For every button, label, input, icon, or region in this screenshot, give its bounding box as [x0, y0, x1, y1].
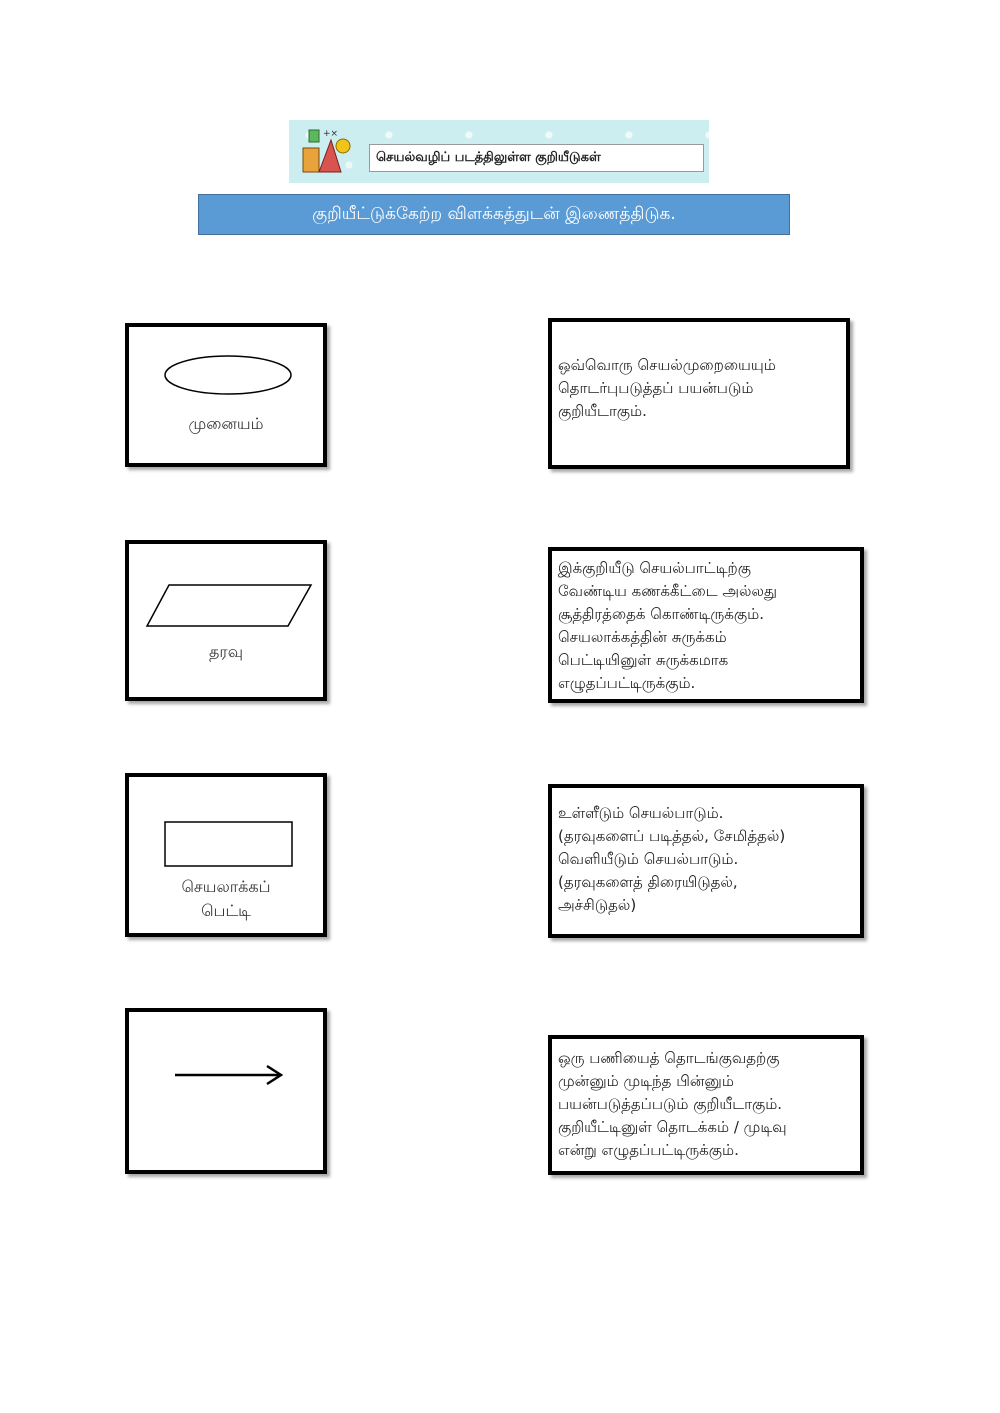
header-banner: [289, 120, 709, 183]
instruction-bar: குறியீட்டுக்கேற்ற விளக்கத்துடன் இணைத்திடுக.: [198, 194, 790, 235]
description-line: தொடர்புபடுத்தப் பயன்படும்: [558, 379, 754, 397]
description-line: செயலாக்கத்தின் சுருக்கம்: [558, 628, 727, 646]
description-line: ஒரு பணியைத் தொடங்குவதற்கு: [558, 1049, 780, 1067]
description-line: என்று எழுதப்பட்டிருக்கும்.: [558, 1141, 739, 1159]
description-line: எழுதப்பட்டிருக்கும்.: [558, 674, 696, 692]
description-line: (தரவுகளைத் திரையிடுதல்,: [558, 873, 738, 891]
symbol-box-data[interactable]: [125, 540, 327, 701]
description-line: பெட்டியினுள் சுருக்கமாக: [558, 651, 729, 669]
description-line: குறியீட்டினுள் தொடக்கம் / முடிவு: [558, 1118, 787, 1136]
parallelogram-icon: [145, 582, 313, 630]
description-line: (தரவுகளைப் படித்தல், சேமித்தல்): [558, 827, 786, 845]
ellipse-icon: [162, 353, 294, 397]
description-line: உள்ளீடும் செயல்பாடும்.: [558, 804, 724, 822]
description-box-2[interactable]: [548, 547, 864, 703]
symbol-label: முனையம்: [188, 414, 264, 433]
description-line: பயன்படுத்தப்படும் குறியீடாகும்.: [558, 1095, 783, 1113]
description-box-1[interactable]: [548, 318, 850, 469]
symbol-box-terminal[interactable]: [125, 323, 327, 467]
symbol-label-line2: பெட்டி: [201, 901, 251, 920]
description-line: இக்குறியீடு செயல்பாட்டிற்கு: [558, 559, 751, 577]
description-line: அச்சிடுதல்): [558, 896, 637, 914]
description-box-4[interactable]: [548, 1035, 864, 1175]
symbol-label-line1: செயலாக்கப்: [181, 877, 271, 896]
description-line: வேண்டிய கணக்கீட்டை அல்லது: [558, 582, 777, 600]
description-line: வெளியீடும் செயல்பாடும்.: [558, 850, 739, 868]
description-box-3[interactable]: [548, 784, 864, 938]
description-line: குறியீடாகும்.: [558, 402, 647, 420]
symbol-box-flowline[interactable]: [125, 1008, 327, 1174]
svg-text:+×: +×: [323, 129, 339, 139]
description-line: ஒவ்வொரு செயல்முறையையும்: [558, 356, 776, 374]
banner-title: செயல்வழிப் படத்திலுள்ள குறியீடுகள்: [369, 144, 704, 172]
rectangle-icon: [164, 821, 294, 869]
arrow-right-icon: [173, 1062, 285, 1088]
symbol-label: தரவு: [209, 642, 243, 661]
description-line: சூத்திரத்தைக் கொண்டிருக்கும்.: [558, 605, 764, 623]
math-symbols-illustration-icon: [301, 126, 353, 176]
description-line: முன்னும் முடிந்த பின்னும்: [558, 1072, 734, 1090]
symbol-box-process[interactable]: [125, 773, 327, 937]
